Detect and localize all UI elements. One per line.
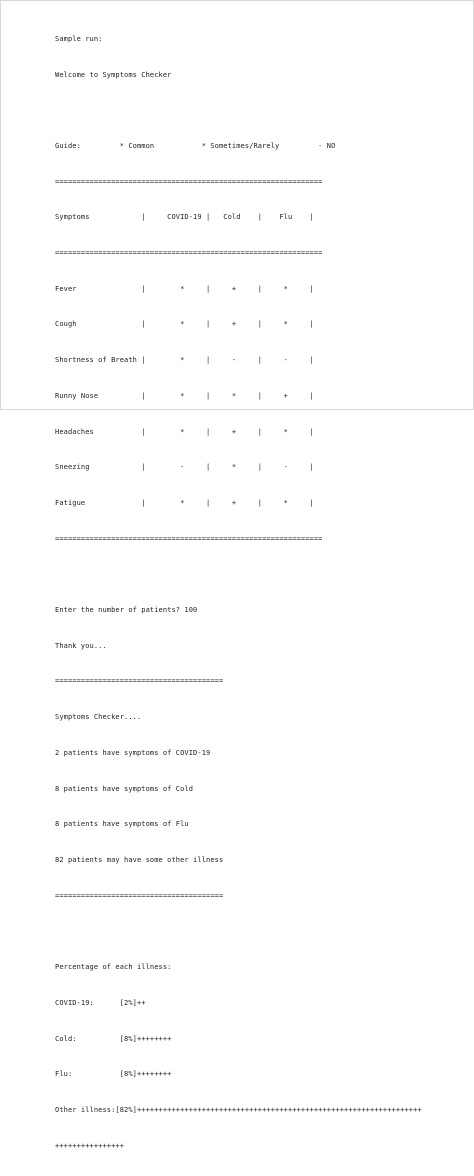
table-row-shortness-of-breath: Shortness of Breath | * | - | - |: [55, 356, 314, 365]
table-row-runny-nose: Runny Nose | * | * | + |: [55, 391, 314, 400]
table-row-cough: Cough | * | + | * |: [55, 320, 314, 329]
welcome-message: Welcome to Symptoms Checker: [55, 70, 172, 79]
results-heading: Symptoms Checker....: [55, 713, 142, 722]
table-separator-header: ==============================================================: [55, 249, 323, 258]
thank-you-message: Thank you...: [55, 641, 107, 650]
blank-line: [55, 105, 469, 117]
console-output-text: [55, 10, 469, 1176]
table-row-sneezing: Sneezing | - | * | - |: [55, 463, 314, 472]
blank-line: [55, 926, 469, 938]
results-separator-bottom: =======================================: [55, 891, 224, 900]
table-separator-bottom: ==============================================================: [55, 534, 323, 543]
blank-line: [55, 569, 469, 581]
other-illness-percentage-bar: Other illness:[82%]++++++++++++++++++++++++++++++++++++++++++++++++++++++++++++++++++: [55, 1105, 422, 1114]
patient-count-prompt: Enter the number of patients? 100: [55, 606, 198, 615]
covid-percentage-bar: COVID-19: [2%]++: [55, 998, 146, 1007]
percentage-heading: Percentage of each illness:: [55, 963, 172, 972]
sample-run-label: Sample run:: [55, 34, 103, 43]
cold-result-line: 8 patients have symptoms of Cold: [55, 784, 194, 793]
guide-legend: Guide: * Common * Sometimes/Rarely - NO: [55, 141, 336, 150]
table-row-headaches: Headaches | * | + | * |: [55, 427, 314, 436]
results-separator-top: =======================================: [55, 677, 224, 686]
cold-percentage-bar: Cold: [8%]++++++++: [55, 1034, 172, 1043]
other-illness-result-line: 82 patients may have some other illness: [55, 855, 224, 864]
flu-result-line: 8 patients have symptoms of Flu: [55, 820, 189, 829]
table-separator-top: ==============================================================: [55, 177, 323, 186]
table-header-row: Symptoms | COVID-19 | Cold | Flu |: [55, 213, 314, 222]
table-row-fatigue: Fatigue | * | + | * |: [55, 498, 314, 507]
covid-result-line: 2 patients have symptoms of COVID-19: [55, 748, 211, 757]
flu-percentage-bar: Flu: [8%]++++++++: [55, 1070, 172, 1079]
other-illness-percentage-bar-continued: ++++++++++++++++: [55, 1141, 125, 1150]
table-row-fever: Fever | * | + | * |: [55, 284, 314, 293]
